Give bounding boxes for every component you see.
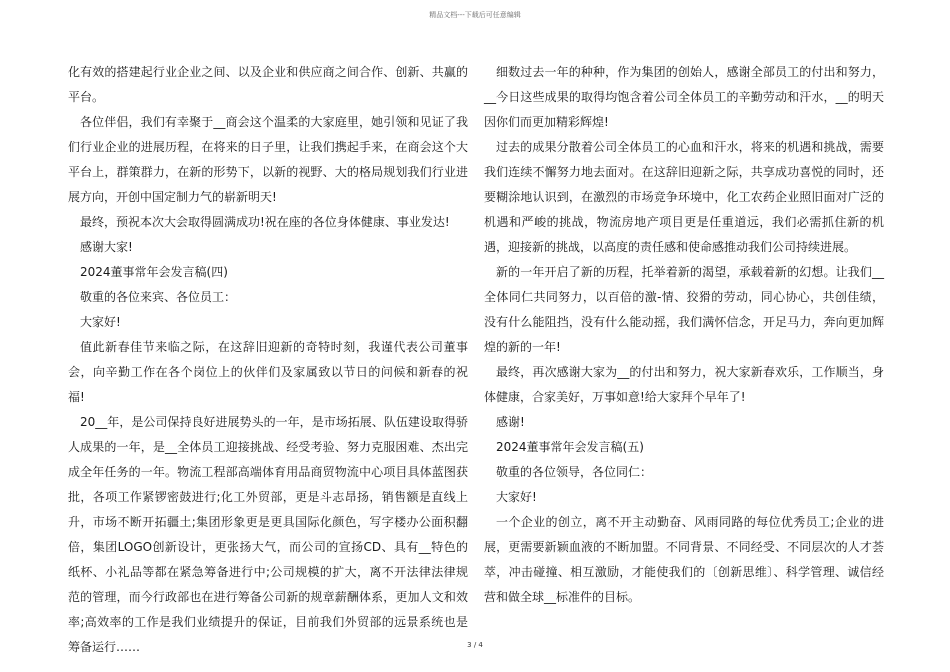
paragraph: 20__年，是公司保持良好进展势头的一年，是市场拓展、队伍建设取得骄人成果的一年，是__全体员工迎接挑战、经受考验、努力克服困难、杰出完成全年任务的一年。物流工程部高端体育用品商贸物流中心项目具体蓝图获批，各项工作紧锣密鼓进行;化工外贸部，更是斗志昂扬，销售额是直线上升，市场不断开拓疆土;集团形象更是更具国际化颜色，写字楼办公面积翻倍，集团LOGO创新设计，更张扬大气，而公司的宣扬CD、具有__特色的纸杯、小礼品等都在紧急筹备进行中;公司规模的扩大，离不开法律法律规范的管理，而今行政部也在进行筹备公司新的规章薪酬体系，更加人文和效率;高效率的工作是我们业绩提升的保证，目前我们外贸部的远景系统也是筹备运行…… xyxy=(68,415,468,654)
left-column xyxy=(68,60,468,660)
paragraph: 新的一年开启了新的历程，托举着新的渴望，承载着新的幻想。让我们__全体同仁共同努力，以百倍的激-情、狡猾的劳动，同心协心，共创佳绩，没有什么能阻挡，没有什么能动摇，我们满怀信念，开足马力，奔向更加辉煌的新的一年! xyxy=(484,265,884,354)
paragraph: 敬重的各位来宾、各位员工： xyxy=(80,290,237,304)
paragraph: 过去的成果分散着公司全体员工的心血和汗水，将来的机遇和挑战，需要我们连续不懈努力地去面对。在这辞旧迎新之际，共享成功喜悦的同时，还要糊涂地认识到，在激烈的市场竞争环境中，化工农药企业照旧面对广泛的机遇和严峻的挑战，物流房地产项目更是任重道远，我们必需抓住新的机遇，迎接新的挑战，以高度的责任感和使命感推动我们公司持续进展。 xyxy=(484,140,884,254)
paragraph: 感谢! xyxy=(496,415,525,429)
paragraph: 大家好! xyxy=(80,315,121,329)
paragraph: 感谢大家! xyxy=(80,240,133,254)
paragraph: 敬重的各位领导，各位同仁： xyxy=(496,465,653,479)
paragraph: 最终，预祝本次大会取得圆满成功!祝在座的各位身体健康、事业发达! xyxy=(80,215,450,229)
paragraph: 一个企业的创立，离不开主动勤奋、风雨同路的每位优秀员工;企业的进展，更需要新颖血液的不断加盟。不同背景、不同经受、不同层次的人才荟萃，冲击碰撞、相互激励，才能使我们的〔创新思维〕、科学管理、诚信经营和做全球__标准件的目标。 xyxy=(484,515,884,604)
paragraph: 大家好! xyxy=(496,490,537,504)
right-column xyxy=(484,60,884,610)
paragraph: 各位伴侣，我们有幸聚于__商会这个温柔的大家庭里，她引领和见证了我们行业企业的进展历程，在将来的日子里，让我们携起手来，在商会这个大平台上，群策群力，在新的形势下，以新的视野、大的格局规划我们行业进展方向，开创中国定制力气的崭新明天! xyxy=(68,115,468,204)
paragraph: 细数过去一年的种种，作为集团的创始人，感谢全部员工的付出和努力，__今日这些成果的取得均饱含着公司全体员工的辛勤劳动和汗水，__的明天因你们而更加精彩辉煌! xyxy=(484,65,884,129)
paragraph: 化有效的搭建起行业企业之间、以及企业和供应商之间合作、创新、共赢的平台。 xyxy=(68,65,468,104)
page-header: 精品文档---下载后可任意编辑 xyxy=(429,11,521,19)
page-number: 3 / 4 xyxy=(467,641,483,649)
paragraph: 2024董事常年会发言稿(四) xyxy=(80,265,228,279)
paragraph: 值此新春佳节来临之际，在这辞旧迎新的奇特时刻，我谨代表公司董事会，向辛勤工作在各个岗位上的伙伴们及家属致以节日的问候和新春的祝福! xyxy=(68,340,468,404)
paragraph: 最终，再次感谢大家为__的付出和努力，祝大家新春欢乐，工作顺当，身体健康，合家美好，万事如意!给大家拜个早年了! xyxy=(484,365,884,404)
paragraph: 2024董事常年会发言稿(五) xyxy=(496,440,644,454)
